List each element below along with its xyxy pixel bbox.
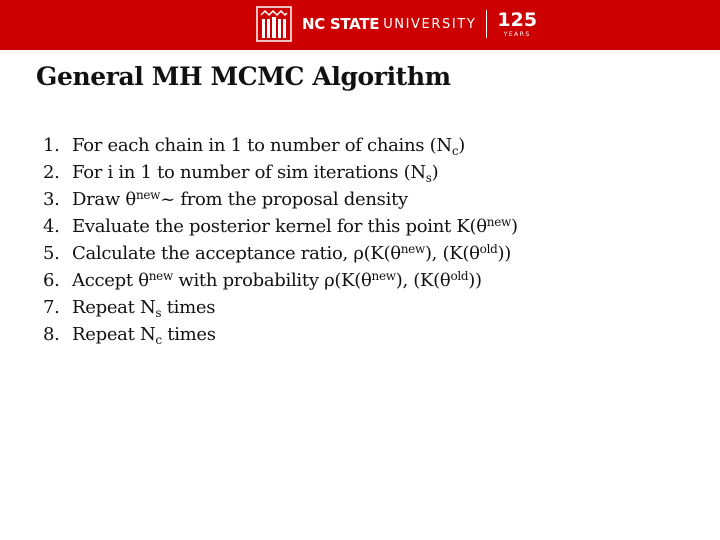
text-run: For i in 1 to number of sim iterations (N xyxy=(72,162,426,183)
step-number: 3. xyxy=(43,189,60,210)
step-5 xyxy=(36,240,706,267)
subscript: s xyxy=(155,306,162,320)
step-7 xyxy=(36,294,706,321)
text-run: For each chain in 1 to number of chains (N xyxy=(72,135,452,156)
step-4 xyxy=(36,213,706,240)
text-run: with probability ρ(K(θ xyxy=(172,270,372,291)
university-name-strong: NC STATE xyxy=(302,15,380,33)
step-number: 8. xyxy=(43,324,60,345)
step-number: 1. xyxy=(43,135,60,156)
step-number: 5. xyxy=(43,243,60,264)
step-text xyxy=(72,216,518,237)
step-8 xyxy=(36,321,706,348)
superscript: new xyxy=(486,215,511,229)
step-number: 2. xyxy=(43,162,60,183)
step-3 xyxy=(36,186,706,213)
text-run: ) xyxy=(458,135,465,156)
step-6 xyxy=(36,267,706,294)
university-mark-icon xyxy=(256,6,292,42)
step-text xyxy=(72,297,215,318)
slide-title: General MH MCMC Algorithm xyxy=(36,62,451,91)
step-1 xyxy=(36,132,706,159)
text-run: Accept θ xyxy=(72,270,149,291)
superscript: new xyxy=(135,188,161,202)
step-2 xyxy=(36,159,706,186)
step-text xyxy=(72,243,511,264)
university-logo[interactable] xyxy=(256,6,537,42)
text-run: Evaluate the posterior kernel for this point K(θ xyxy=(72,216,487,237)
text-run: Calculate the acceptance ratio, ρ(K(θ xyxy=(72,243,401,264)
superscript: old xyxy=(479,242,498,256)
university-name-light: UNIVERSITY xyxy=(383,16,477,32)
subscript: c xyxy=(451,144,459,158)
text-run: Repeat N xyxy=(72,297,156,318)
text-run: ~ from the proposal density xyxy=(160,189,408,210)
algorithm-steps xyxy=(36,132,706,348)
step-text xyxy=(72,135,465,156)
superscript: new xyxy=(371,269,396,283)
text-run: Repeat N xyxy=(72,324,156,345)
step-number: 6. xyxy=(43,270,60,291)
anniversary-number: 125 xyxy=(497,8,538,31)
superscript: old xyxy=(450,269,469,283)
text-run: Draw θ xyxy=(72,189,136,210)
anniversary-badge xyxy=(497,8,538,38)
text-run: )) xyxy=(468,270,482,291)
text-run: ) xyxy=(510,216,518,237)
subscript: c xyxy=(155,333,162,347)
step-text xyxy=(72,189,408,210)
text-run: times xyxy=(161,297,216,318)
step-text xyxy=(72,270,482,291)
logo-divider xyxy=(486,10,487,38)
step-number: 4. xyxy=(43,216,60,237)
header-bar xyxy=(0,0,720,50)
subscript: s xyxy=(425,171,432,185)
step-number: 7. xyxy=(43,297,60,318)
text-run: ), (K(θ xyxy=(424,243,480,264)
anniversary-label: YEARS xyxy=(503,30,531,38)
text-run: ) xyxy=(431,162,439,183)
superscript: new xyxy=(400,242,425,256)
superscript: new xyxy=(148,269,173,283)
text-run: )) xyxy=(497,243,511,264)
step-text xyxy=(72,162,438,183)
text-run: ), (K(θ xyxy=(395,270,451,291)
step-text xyxy=(72,324,216,345)
text-run: times xyxy=(161,324,216,345)
